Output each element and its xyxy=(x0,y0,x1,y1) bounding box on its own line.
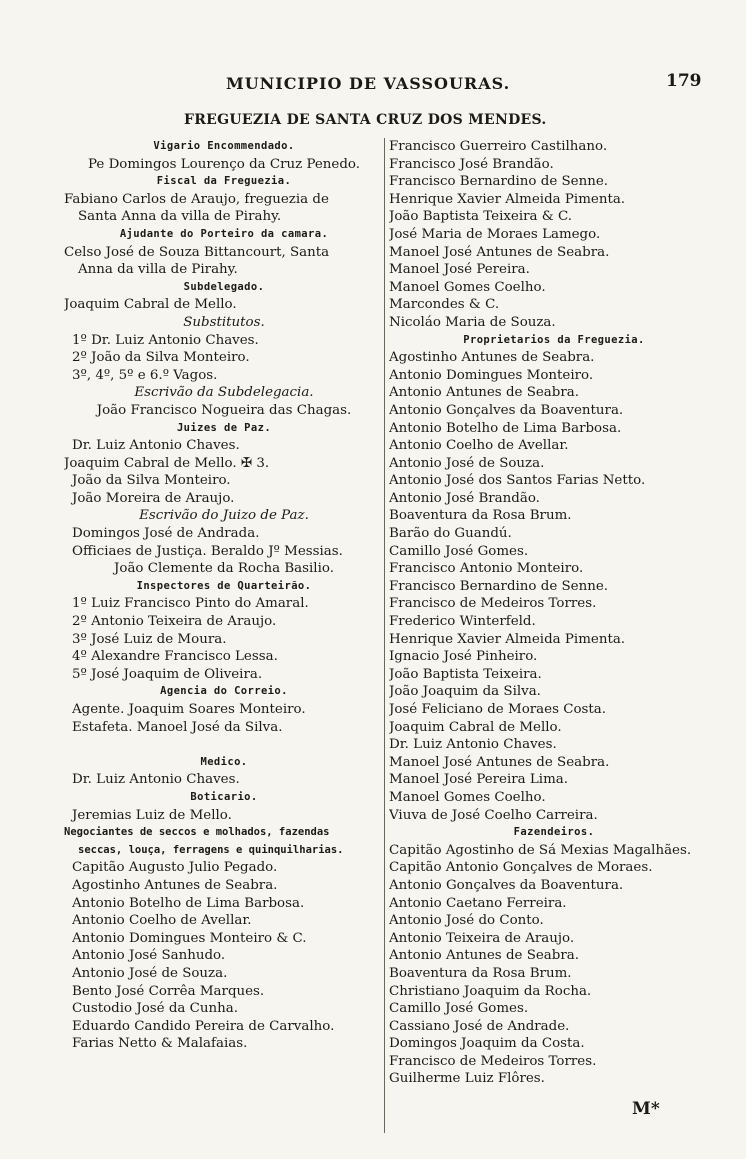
left-line: Capitão Augusto Julio Pegado. xyxy=(72,860,278,876)
right-line: José Feliciano de Moraes Costa. xyxy=(389,702,607,717)
left-line: João da Silva Monteiro. xyxy=(72,473,231,489)
right-line: Frederico Winterfeld. xyxy=(389,614,536,630)
left-heading: Inspectores de Quarteirão. xyxy=(136,579,312,592)
left-line: Antonio Botelho de Lima Barbosa. xyxy=(72,895,305,911)
left-heading: Fiscal da Freguezia. xyxy=(156,175,292,188)
right-line: Joaquim Cabral de Mello. xyxy=(389,719,562,735)
right-line: Henrique Xavier Almeida Pimenta. xyxy=(389,191,626,207)
right-line: Marcondes & C. xyxy=(389,297,500,313)
left-line: Celso José de Souza Bittancourt, Santa xyxy=(64,244,330,260)
right-line: Dr. Luiz Antonio Chaves. xyxy=(389,737,557,753)
right-line: Francisco Antonio Monteiro. xyxy=(389,561,584,577)
left-heading: Ajudante do Porteiro da camara. xyxy=(119,227,329,240)
left-line: João Clemente da Rocha Basilio. xyxy=(114,561,334,577)
left-line: Antonio José de Souza. xyxy=(72,965,228,981)
left-line: Fabiano Carlos de Araujo, freguezia de xyxy=(64,191,329,207)
right-line: Manoel José Antunes de Seabra. xyxy=(389,754,610,770)
left-line: Dr. Luiz Antonio Chaves. xyxy=(72,438,240,454)
right-line: Antonio José do Conto. xyxy=(389,913,544,929)
right-line: Manoel Gomes Coelho. xyxy=(389,789,546,805)
right-line: Antonio Antunes de Seabra. xyxy=(389,948,579,964)
right-line: Guilherme Luiz Flôres. xyxy=(389,1071,545,1087)
right-line: Manoel José Antunes de Seabra. xyxy=(389,244,610,260)
left-line: Negociantes de seccos e molhados, fazendas xyxy=(64,826,330,839)
right-line: Barão do Guandú. xyxy=(389,526,512,542)
left-line: Agostinho Antunes de Seabra. xyxy=(72,877,278,893)
right-line: Antonio Botelho de Lima Barbosa. xyxy=(389,420,622,436)
right-line: Francisco Guerreiro Castilhano. xyxy=(389,139,608,154)
right-line: Francisco de Medeiros Torres. xyxy=(389,596,597,612)
left-heading: Juizes de Paz. xyxy=(176,421,272,434)
right-line: Antonio Antunes de Seabra. xyxy=(389,385,579,401)
right-line: Boaventura da Rosa Brum. xyxy=(389,965,572,981)
right-line: Antonio José dos Santos Farias Netto. xyxy=(389,473,646,489)
left-line: Bento José Corrêa Marques. xyxy=(72,983,265,999)
left-line: 2º João da Silva Monteiro. xyxy=(72,350,250,366)
right-line: Christiano Joaquim da Rocha. xyxy=(389,983,592,999)
left-line: Estafeta. Manoel José da Silva. xyxy=(72,719,283,735)
left-line: 4º Alexandre Francisco Lessa. xyxy=(72,649,278,665)
right-line: Francisco de Medeiros Torres. xyxy=(389,1053,597,1069)
left-line: Pe Domingos Lourenço da Cruz Penedo. xyxy=(87,156,361,172)
left-heading: Subdelegado. xyxy=(183,280,265,293)
left-line: Escrivão da Subdelegacia. xyxy=(134,385,314,401)
right-line: João Baptista Teixeira & C. xyxy=(389,209,572,225)
right-line: Antonio Teixeira de Araujo. xyxy=(389,930,575,946)
right-line: Manoel José Pereira. xyxy=(389,262,530,278)
right-line: Cassiano José de Andrade. xyxy=(389,1018,570,1034)
left-line xyxy=(64,736,384,754)
left-line: 5º José Joaquim de Oliveira. xyxy=(72,666,263,682)
left-line: Custodio José da Cunha. xyxy=(72,1001,239,1017)
right-line: Antonio Domingues Monteiro. xyxy=(389,367,594,383)
right-line: João Joaquim da Silva. xyxy=(389,684,541,700)
right-line: Capitão Antonio Gonçalves de Moraes. xyxy=(389,860,653,876)
right-line: Antonio Gonçalves da Boaventura. xyxy=(389,402,624,418)
left-line: Anna da villa de Pirahy. xyxy=(78,262,238,278)
right-line: Antonio José Brandão. xyxy=(389,490,540,506)
right-column xyxy=(389,138,719,1088)
page-number: 179 xyxy=(666,71,702,91)
left-line: João Moreira de Araujo. xyxy=(72,490,235,506)
right-line: Capitão Agostinho de Sá Mexias Magalhães. xyxy=(389,842,692,858)
right-line: Manoel Gomes Coelho. xyxy=(389,279,546,295)
right-line: Ignacio José Pinheiro. xyxy=(389,649,538,665)
left-heading: Agencia do Correio. xyxy=(160,685,288,698)
right-line: Antonio Coelho de Avellar. xyxy=(389,438,569,454)
right-line: Agostinho Antunes de Seabra. xyxy=(389,350,595,366)
right-line: Francisco José Brandão. xyxy=(389,156,554,172)
left-line: Joaquim Cabral de Mello. xyxy=(64,297,237,313)
right-line: Henrique Xavier Almeida Pimenta. xyxy=(389,631,626,647)
section-title: FREGUEZIA DE SANTA CRUZ DOS MENDES. xyxy=(184,112,547,128)
left-line: Joaquim Cabral de Mello. ✠ 3. xyxy=(64,455,270,471)
left-line: Farias Netto & Malafaias. xyxy=(72,1036,248,1052)
left-line: Jeremias Luiz de Mello. xyxy=(72,807,232,823)
left-line: Domingos José de Andrada. xyxy=(72,526,260,542)
left-line: 3º José Luiz de Moura. xyxy=(72,631,227,647)
right-line: Boaventura da Rosa Brum. xyxy=(389,508,572,524)
left-line: João Francisco Nogueira das Chagas. xyxy=(96,402,352,418)
left-line: Substitutos. xyxy=(183,314,265,330)
right-line: Antonio Gonçalves da Boaventura. xyxy=(389,877,624,893)
right-line: Camillo José Gomes. xyxy=(389,1001,529,1017)
column-divider xyxy=(384,138,385,1133)
right-line: Domingos Joaquim da Costa. xyxy=(389,1036,585,1052)
right-line: Camillo José Gomes. xyxy=(389,543,529,559)
left-heading: Vigario Encommendado. xyxy=(153,140,295,152)
running-header xyxy=(0,71,746,100)
left-line: Antonio Domingues Monteiro & C. xyxy=(72,930,307,946)
left-line: Officiaes de Justiça. Beraldo Jº Messias. xyxy=(72,543,343,559)
right-line: Antonio José de Souza. xyxy=(389,455,545,471)
left-line: Antonio José Sanhudo. xyxy=(72,948,226,964)
left-line: Santa Anna da villa de Pirahy. xyxy=(78,209,282,225)
right-line: Viuva de José Coelho Carreira. xyxy=(389,807,598,823)
left-line: Eduardo Candido Pereira de Carvalho. xyxy=(72,1018,335,1034)
running-title: MUNICIPIO DE VASSOURAS. xyxy=(226,74,511,93)
right-line: João Baptista Teixeira. xyxy=(389,666,542,682)
left-line: Dr. Luiz Antonio Chaves. xyxy=(72,772,240,788)
right-heading: Proprietarios da Freguezia. xyxy=(463,333,645,346)
left-line: 3º, 4º, 5º e 6.º Vagos. xyxy=(72,367,218,383)
left-column xyxy=(64,138,384,1053)
right-line: Nicoláo Maria de Souza. xyxy=(389,314,556,330)
left-line: Agente. Joaquim Soares Monteiro. xyxy=(72,702,306,717)
left-line: 1º Dr. Luiz Antonio Chaves. xyxy=(72,332,259,348)
left-line: 1º Luiz Francisco Pinto do Amaral. xyxy=(72,596,309,612)
right-line: Francisco Bernardino de Senne. xyxy=(389,174,609,190)
right-line: Manoel José Pereira Lima. xyxy=(389,772,569,788)
right-line: José Maria de Moraes Lamego. xyxy=(389,226,601,242)
left-line: 2º Antonio Teixeira de Araujo. xyxy=(72,614,277,630)
right-line: Francisco Bernardino de Senne. xyxy=(389,578,609,594)
left-heading: Medico. xyxy=(200,755,248,768)
left-heading: Boticario. xyxy=(190,790,258,803)
left-line: Escrivão do Juizo de Paz. xyxy=(139,508,309,524)
left-line: seccas, louça, ferragens e quinquilharias. xyxy=(78,843,344,856)
right-line: Antonio Caetano Ferreira. xyxy=(389,895,567,911)
right-heading: Fazendeiros. xyxy=(513,826,595,839)
signature-mark: M* xyxy=(632,1099,660,1119)
left-line: Antonio Coelho de Avellar. xyxy=(72,913,252,929)
